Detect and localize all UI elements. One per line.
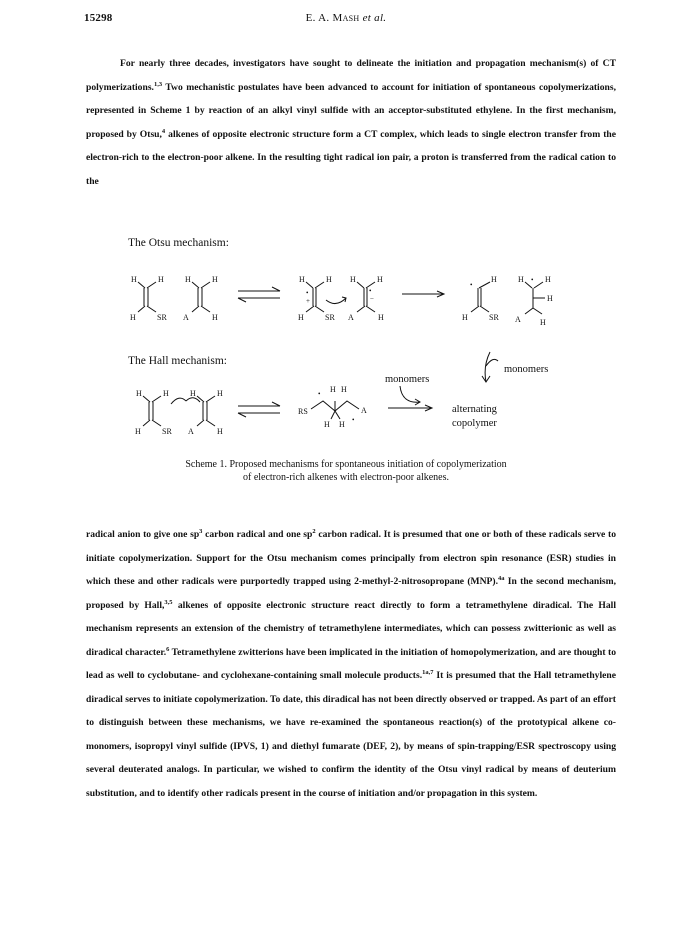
paragraph-1 [86,52,616,193]
atom-h: H [350,275,356,284]
scheme-caption [0,458,692,484]
page-number: 15298 [84,12,113,24]
hall-acceptor-alkene [197,396,215,426]
citation-ref: 6 [166,645,170,653]
monomers-label: monomers [504,364,549,375]
atom-h: H [518,275,524,284]
atom-h: H [163,389,169,398]
radical-dot: • [470,281,473,289]
atom-h: H [545,275,551,284]
scheme-1 [0,226,692,486]
atom-h: H [491,275,497,284]
atom-h: H [547,294,553,303]
page-header [0,10,692,30]
paragraph-2-text: alkenes of opposite electronic structure react directly to form a tetramethylene diradical. The Hall mechanism represents an extension of the chemistry of tetramethylene intermediates, which can possess zwitterionic as well as diradical character. [86,599,616,658]
atom-h: H [326,275,332,284]
citation-ref: 4a [497,575,505,582]
paragraph-2-text: It is presumed that the Hall tetramethylene diradical serves to initiate copolymerization. To date, this diradical has not been directly observed or trapped. As part of an effort to distinguish between these mechanisms, we have re-examined the spontaneous reaction(s) of the prototypical alkene co-monomers, isopropyl vinyl sulfide (IPVS, [86,670,616,752]
hall-vinyl-sulfide [143,396,161,426]
paragraph-2-text: Tetramethylene zwitterions have been implicated in the initiation of homopolymerization, and are thought to lead as well to cyclobutane- and cyclohexane-containing small molecule products. [86,646,616,681]
anion-charge: − [370,295,374,303]
atom-sr: SR [162,427,172,436]
radical-dot: • [531,276,534,284]
equilibrium-arrow [238,402,280,417]
citation-ref: 1a,7 [422,669,434,676]
otsu-radical-cation [306,282,346,312]
atom-h: H [298,313,304,322]
radical-dot: • [306,289,309,297]
atom-a: A [361,406,367,415]
atom-h: H [299,275,305,284]
propagation-arrow [388,386,432,411]
atom-a: A [183,313,189,322]
product-label-copolymer: copolymer [452,418,497,429]
scheme-drawing [0,226,692,461]
atom-h: H [158,275,164,284]
paragraph-1-text-c: alkenes of opposite electronic structure form a CT complex, which leads to single electron transfer from the electron-rich to the electron-poor alkene. In the resulting tight radical ion pair, a proton is transferred from the radical cation to the [86,128,616,187]
atom-h: H [330,385,336,394]
atom-h: H [185,275,191,284]
otsu-vinyl-sulfide [138,282,156,312]
radical-dot: • [369,287,372,295]
paragraph-2-text: ) and diethyl fumarate (DEF, [265,740,391,752]
compound-number: 1 [260,740,266,752]
atom-h: H [135,427,141,436]
et-al: et al. [362,12,387,24]
otsu-vinyl-radical [471,282,490,312]
paragraph-2-text: carbon radical and one sp [202,529,313,540]
otsu-mechanism-title: The Otsu mechanism: [128,237,229,249]
paragraph-2 [86,523,616,805]
equilibrium-arrow [238,287,280,302]
atom-sr: SR [489,313,499,322]
atom-h: H [341,385,347,394]
monomers-label: monomers [385,374,430,385]
atom-a: A [348,313,354,322]
forward-arrow [402,291,444,297]
atom-h: H [540,318,546,327]
superscript: 3 [199,528,203,535]
atom-h: H [378,313,384,322]
author-initials: E. A. [305,12,330,24]
paragraph-2-text: In the second mechanism, proposed by Hall, [86,576,616,611]
atom-h: H [339,420,345,429]
product-label-alternating: alternating [452,404,497,415]
atom-h: H [377,275,383,284]
caption-line-1: Scheme 1. Proposed mechanisms for spontaneous initiation of copolymerization [185,459,507,470]
atom-sr: SR [325,313,335,322]
paragraph-2-text: carbon radical. It is presumed that one or both of these radicals serve to initiate copolymerization. Support for the Otsu mechanism comes principally from electron spin resonance (ESR) studies in which these and other radicals were purportedly trapped using 2-methyl-2-nitrosopropane (MNP). [86,529,617,587]
paragraph-2-text: ), by means of spin-trapping/ESR spectroscopy using several deuterated analogs. In particular, we wished to confirm the identity of the Otsu vinyl radical by means of deuterium substitution, and to identify other radicals present in the course of initiation and/or propagation in this system. [86,740,616,799]
paragraph-1-text-a: For nearly three decades, investigators have sought to delineate the initiation and propagation mechanism(s) of CT polymerizations. [86,58,616,93]
otsu-alkyl-radical [525,282,545,314]
compound-number: 2 [390,740,396,752]
atom-h: H [462,313,468,322]
atom-h: H [131,275,137,284]
atom-rs: RS [298,407,308,416]
atom-h: H [130,313,136,322]
hall-mechanism-title: The Hall mechanism: [128,355,227,367]
citation-ref: 1,3 [153,80,163,88]
atom-sr: SR [157,313,167,322]
citation-ref: 4 [161,127,166,135]
radical-dot: • [318,390,321,398]
atom-a: A [188,427,194,436]
atom-a: A [515,315,521,324]
citation-ref: 3,5 [164,598,173,606]
bond-formation-arrows [171,398,200,404]
atom-h: H [217,427,223,436]
caption-line-2: of electron-rich alkenes with electron-poor alkenes. [242,472,450,483]
superscript: 2 [312,528,316,535]
cation-charge: + [306,297,310,305]
atom-h: H [324,420,330,429]
paragraph-1-text-b: Two mechanistic postulates have been advanced to account for initiation of spontaneous copolymerizations, represented in Scheme 1 by reaction of an alkyl vinyl sulfide with an acceptor-substituted ethylene. In the first mechanism, proposed by Otsu, [86,81,616,140]
monomers-arrow [482,352,498,382]
otsu-acceptor-alkene [192,282,210,312]
atom-h: H [217,389,223,398]
atom-h: H [212,275,218,284]
atom-h: H [212,313,218,322]
atom-h: H [190,389,196,398]
running-head [0,12,692,24]
radical-dot: • [352,416,355,424]
atom-h: H [136,389,142,398]
paragraph-2-text: radical anion to give one sp [86,529,200,540]
author-surname: Mash [332,12,360,24]
